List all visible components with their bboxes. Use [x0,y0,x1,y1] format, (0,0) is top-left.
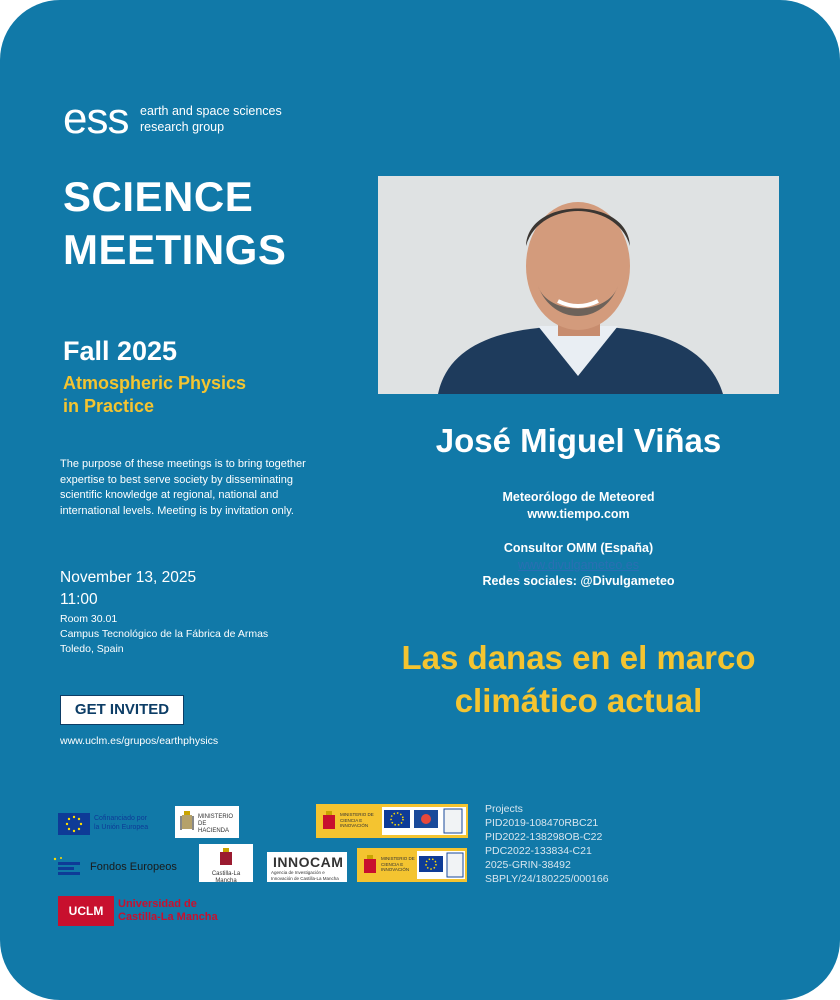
eu-cofunded-line2: la Unión Europea [94,824,149,831]
coat-of-arms-icon [179,811,195,833]
season-heading: Fall 2025 [63,336,178,366]
ministerio-ciencia-logo-2 [357,848,467,882]
talk-title-line2: climático actual [454,682,703,719]
speaker-web-1[interactable]: www.tiempo.com [527,507,630,521]
purpose-text: The purpose of these meetings is to bring together expertise to best serve society by disseminating scientific knowledge at regional, national and international levels. Meeting is by invitation only. [60,458,306,517]
fondos-europeos-icon [52,856,86,878]
topic-line1: Atmospheric Physics [63,373,247,393]
ministerio-hacienda-logo [175,806,239,838]
project-code: 2025-GRIN-38492 [485,859,571,871]
talk-title-line1: Las danas en el marco [401,639,756,676]
spain-arms-icon [322,811,336,831]
spain-arms-icon [363,855,377,875]
innocam-subtitle: Agencia de Investigación e Innovación de Castilla-La Mancha [271,870,339,881]
title-line1: SCIENCE [63,173,254,220]
uclm-name-line2: Castilla-La Mancha [118,911,218,923]
regional-emblem-icon [219,848,233,866]
eu-prtr-icons [382,807,466,835]
speaker-photo-illustration [378,176,779,394]
event-room: Room 30.01 [60,613,118,625]
innocam-text: INNOCAM [273,854,344,870]
speaker-name: José Miguel Viñas [435,422,722,459]
project-code: SBPLY/24/180225/000166 [485,873,609,885]
speaker-web-2-wrap [378,558,779,572]
ess-subtitle-line2: research group [140,120,225,134]
ministerio-ciencia-logo-1 [316,804,468,838]
website-link[interactable]: www.uclm.es/grupos/earthphysics [60,735,219,747]
castilla-lamancha-logo [199,844,253,882]
topic-line2: in Practice [63,396,155,416]
castilla-lamancha-text: Castilla-La Mancha [211,871,241,884]
event-campus: Campus Tecnológico de la Fábrica de Armas [60,628,269,640]
speaker-role-2: Consultor OMM (España) [503,541,654,555]
innocam-logo [267,852,347,882]
talk-title [378,636,779,722]
projects-list [485,802,609,886]
speaker-photo [378,176,779,394]
eu-flag-icon [58,813,90,835]
ess-logo-text: ess [63,94,129,143]
get-invited-button[interactable]: GET INVITED [60,695,184,725]
page-title [63,170,286,276]
projects-label: Projects [485,803,523,815]
ess-subtitle-line1: earth and space sciences [140,104,282,118]
eu-flag-icon [417,851,465,879]
topic-heading [63,372,246,418]
fondos-europeos-text: Fondos Europeos [90,861,177,873]
ministerio-ciencia-text-1: MINISTERIO DE CIENCIA E INNOVACIÓN [340,812,374,828]
ministerio-ciencia-text-2: MINISTERIO DE CIENCIA E INNOVACIÓN [381,856,415,872]
eu-pr-logos-2 [417,851,465,879]
event-city: Toledo, Spain [60,643,124,655]
project-code: PID2019-108470RBC21 [485,817,599,829]
event-time: 11:00 [60,591,98,608]
ess-logo-subtitle [140,103,282,135]
eu-pr-logos-1 [382,807,466,835]
project-code: PID2022-138298OB-C22 [485,831,603,843]
speaker-social: Redes sociales: @Divulgameteo [482,574,675,588]
speaker-role-1: Meteorólogo de Meteored [502,490,655,504]
project-code: PDC2022-133834-C21 [485,845,592,857]
eu-cofunded-logo [58,812,158,836]
ministerio-hacienda-text: MINISTERIO DE HACIENDA [198,814,234,834]
uclm-logo [58,896,248,928]
fondos-europeos-logo [52,856,192,878]
speaker-web-2[interactable]: www.divulgameteo.es [518,558,639,572]
title-line2: MEETINGS [63,226,287,273]
uclm-name-line1: Universidad de [118,898,197,910]
uclm-mark: UCLM [58,896,114,926]
eu-cofunded-line1: Cofinanciado por [94,815,147,822]
event-date: November 13, 2025 [60,569,197,586]
